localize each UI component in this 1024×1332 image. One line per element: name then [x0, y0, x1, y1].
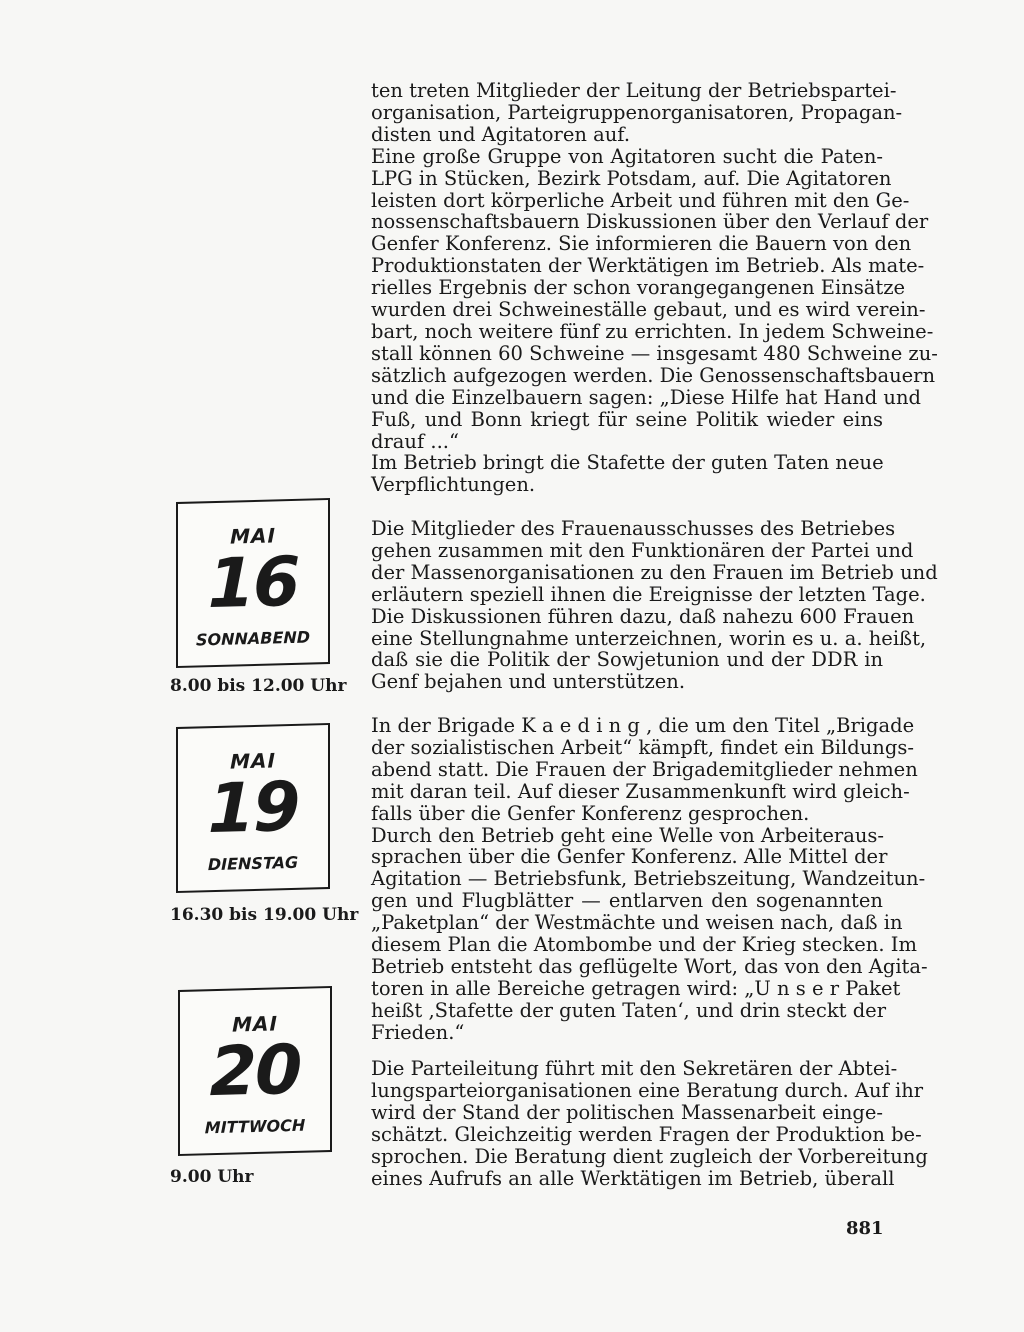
calendar-leaf	[178, 986, 332, 1156]
event-time: 9.00 Uhr	[170, 1167, 254, 1187]
text-line: In der Brigade K a e d i n g , die um den Titel „Brigade	[371, 714, 915, 737]
calendar-month: MAI	[230, 523, 276, 549]
calendar-weekday: MITTWOCH	[204, 1115, 306, 1138]
text-line: sprochen. Die Beratung dient zugleich der Vorbereitung	[371, 1144, 928, 1168]
text-line: Genfer Konferenz. Sie informieren die Bauern von den	[371, 232, 912, 256]
text-line: Verpflichtungen.	[371, 473, 536, 497]
text-line: leisten dort körperliche Arbeit und führen mit den Ge-	[371, 188, 910, 212]
text-line: sätzlich aufgezogen werden. Die Genossenschaftsbauern	[371, 363, 936, 387]
text-line: Die Parteileitung führt mit den Sekretären der Abtei-	[371, 1057, 898, 1080]
text-line: Agitation — Betriebsfunk, Betriebszeitung, Wandzeitun-	[371, 867, 926, 891]
text-line: Genf bejahen und unterstützen.	[371, 670, 686, 694]
text-line: LPG in Stücken, Bezirk Potsdam, auf. Die Agitatoren	[371, 166, 892, 190]
text-line: Produktionstaten der Werktätigen im Betrieb. Als mate-	[371, 254, 925, 278]
calendar-leaf	[176, 723, 330, 893]
text-line: stall können 60 Schweine — insgesamt 480 Schweine zu-	[371, 341, 938, 365]
text-line: bart, noch weitere fünf zu errichten. In jedem Schweine-	[371, 319, 934, 343]
calendar-day: 20	[209, 1030, 301, 1113]
paragraph-1	[371, 79, 938, 497]
paragraph-3	[371, 714, 928, 1044]
page-number: 881	[846, 1218, 884, 1239]
text-line: Fuß, und Bonn kriegt für seine Politik wieder eins	[371, 407, 883, 431]
text-line: rielles Ergebnis der schon vorangegangenen Einsätze	[371, 276, 906, 300]
text-line: mit daran teil. Auf dieser Zusammenkunft wird gleich-	[371, 779, 910, 803]
text-line: Die Diskussionen führen dazu, daß nahezu 600 Frauen	[371, 604, 915, 628]
text-line: eines Aufrufs an alle Werktätigen im Betrieb, überall	[371, 1166, 895, 1190]
calendar-day: 19	[207, 767, 299, 850]
text-line: abend statt. Die Frauen der Brigademitglieder nehmen	[371, 757, 918, 781]
text-line: schätzt. Gleichzeitig werden Fragen der Produktion be-	[371, 1122, 922, 1146]
text-line: Im Betrieb bringt die Stafette der guten Taten neue	[371, 451, 884, 475]
text-line: Betrieb entsteht das geflügelte Wort, das von den Agita-	[371, 954, 928, 978]
calendar-leaf	[176, 498, 330, 668]
text-line: „Paketplan“ der Westmächte und weisen nach, daß in	[371, 911, 903, 935]
text-line: toren in alle Bereiche getragen wird: „U n s e r Paket	[371, 976, 901, 1000]
text-line: wird der Stand der politischen Massenarbeit einge-	[371, 1100, 883, 1124]
text-line: gehen zusammen mit den Funktionären der Partei und	[371, 538, 914, 562]
text-line: Eine große Gruppe von Agitatoren sucht die Paten-	[371, 144, 883, 168]
event-time: 8.00 bis 12.00 Uhr	[170, 676, 347, 696]
text-line: ten treten Mitglieder der Leitung der Betriebspartei-	[371, 79, 897, 102]
calendar-day: 16	[207, 542, 299, 625]
text-line: der Massenorganisationen zu den Frauen im Betrieb und	[371, 560, 938, 584]
text-line: erläutern speziell ihnen die Ereignisse der letzten Tage.	[371, 582, 926, 606]
paragraph-2	[371, 517, 938, 694]
text-line: nossenschaftsbauern Diskussionen über den Verlauf der	[371, 210, 929, 234]
text-line: falls über die Genfer Konferenz gesprochen.	[371, 801, 810, 825]
text-line: daß sie die Politik der Sowjetunion und der DDR in	[371, 648, 883, 672]
text-line: disten und Agitatoren auf.	[371, 122, 631, 146]
text-line: heißt ‚Stafette der guten Taten‘, und drin steckt der	[371, 998, 887, 1022]
text-line: diesem Plan die Atombombe und der Krieg stecken. Im	[371, 933, 917, 957]
text-line: und die Einzelbauern sagen: „Diese Hilfe hat Hand und	[371, 385, 921, 409]
calendar-weekday: DIENSTAG	[207, 852, 299, 875]
text-line: Frieden.“	[371, 1020, 465, 1044]
calendar-weekday: SONNABEND	[195, 627, 311, 650]
text-line: sprachen über die Genfer Konferenz. Alle Mittel der	[371, 845, 888, 869]
text-line: Die Mitglieder des Frauenausschusses des Betriebes	[371, 517, 896, 540]
text-line: wurden drei Schweineställe gebaut, und es wird verein-	[371, 298, 926, 322]
text-line: der sozialistischen Arbeit“ kämpft, findet ein Bildungs-	[371, 735, 914, 759]
event-time: 16.30 bis 19.00 Uhr	[170, 905, 359, 925]
text-line: lungsparteiorganisationen eine Beratung durch. Auf ihr	[371, 1078, 924, 1102]
text-line: gen und Flugblätter — entlarven den sogenannten	[371, 889, 883, 913]
paragraph-4	[371, 1057, 928, 1190]
text-line: Durch den Betrieb geht eine Welle von Arbeiteraus-	[371, 823, 885, 847]
text-line: organisation, Parteigruppenorganisatoren, Propagan-	[371, 100, 903, 124]
calendar-month: MAI	[230, 748, 276, 774]
text-line: drauf ...“	[371, 429, 459, 453]
calendar-month: MAI	[232, 1011, 278, 1037]
text-line: eine Stellungnahme unterzeichnen, worin es u. a. heißt,	[371, 626, 927, 650]
